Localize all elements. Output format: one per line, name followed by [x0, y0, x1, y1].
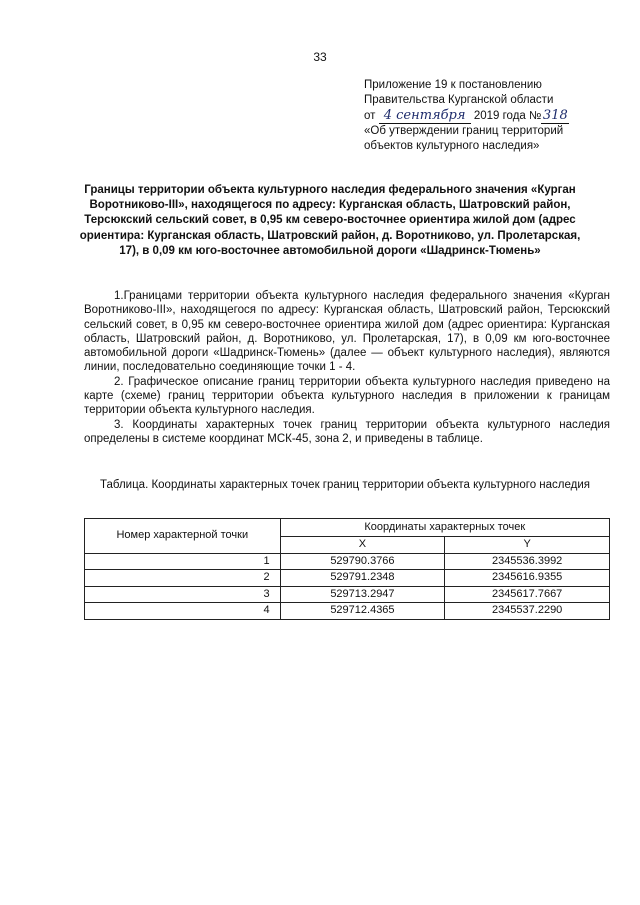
appendix-line-2: Правительства Курганской области — [364, 94, 554, 106]
appendix-year-text: 2019 года № — [473, 110, 542, 122]
cell-y: 2345616.9355 — [445, 570, 610, 587]
table-row — [85, 553, 610, 570]
paragraph-3: 3. Координаты характерных точек границ территории объекта культурного наследия определены в системе координат МСК-45, зона 2, и приведены в таблице. — [84, 418, 610, 445]
appendix-line-4: «Об утверждении границ территорий — [364, 125, 564, 137]
cell-y: 2345617.7667 — [445, 586, 610, 603]
page-number: 33 — [313, 50, 327, 64]
table-caption: Таблица. Координаты характерных точек границ территории объекта культурного наследия — [99, 479, 590, 491]
table-row — [85, 586, 610, 603]
table-header-row — [85, 519, 610, 537]
cell-x: 529713.2947 — [280, 586, 445, 603]
coordinates-table — [84, 518, 610, 620]
table-row — [85, 570, 610, 587]
paragraph-1: 1.Границами территории объекта культурного наследия федерального значения «Курган Воротниково-III», находящегося по адресу: Курганская область, Шатровский район, Терсюкский сельский совет, в 0,95 км северо-восточнее ориентира жилой дом (адрес ориентира: Курганская область, Шатровский район, д. Воротниково, ул. Пролетарская, 17), в 0,09 км юго-восточнее автомобильной дороги «Шадринск-Тюмень» (далее — объект культурного наследия), являются линии, последовательно соединяющие точки 1 - 4. — [84, 290, 610, 374]
appendix-line-3 — [364, 108, 624, 124]
document-title: Границы территории объекта культурного наследия федерального значения «Курган Воротниково-III», находящегося по адресу: Курганская область, Шатровский район, Терсюкский сельский совет, в 0,95 км северо-восточнее ориентира жилой дом (адрес ориентира: Курганская область, Шатровский район, д. Воротниково, ул. Пролетарская, 17), в 0,09 км юго-восточнее автомобильной дороги «Шадринск-Тюмень» — [79, 184, 581, 257]
appendix-from-prefix: от — [364, 110, 376, 122]
appendix-line-5: объектов культурного наследия» — [364, 140, 540, 152]
table-row — [85, 603, 610, 620]
cell-x: 529790.3766 — [280, 553, 445, 570]
appendix-line-1: Приложение 19 к постановлению — [364, 79, 542, 91]
handwritten-number: 318 — [542, 108, 568, 123]
header-point-number: Номер характерной точки — [85, 519, 281, 554]
paragraph-2: 2. Графическое описание границ территории объекта культурного наследия приведено на карте (схеме) границ территории объекта культурного наследия в приложении к границам территории объекта культурного наследия. — [84, 375, 610, 417]
cell-y: 2345536.3992 — [445, 553, 610, 570]
cell-x: 529712.4365 — [280, 603, 445, 620]
handwritten-date: 4 сентября — [379, 108, 471, 124]
cell-point-number: 2 — [85, 570, 281, 587]
cell-point-number: 4 — [85, 603, 281, 620]
document-body — [84, 289, 610, 446]
cell-point-number: 3 — [85, 586, 281, 603]
header-x: X — [280, 537, 445, 554]
cell-point-number: 1 — [85, 553, 281, 570]
header-y: Y — [445, 537, 610, 554]
cell-y: 2345537.2290 — [445, 603, 610, 620]
header-coordinates: Координаты характерных точек — [280, 519, 609, 537]
appendix-block — [364, 78, 624, 154]
cell-x: 529791.2348 — [280, 570, 445, 587]
